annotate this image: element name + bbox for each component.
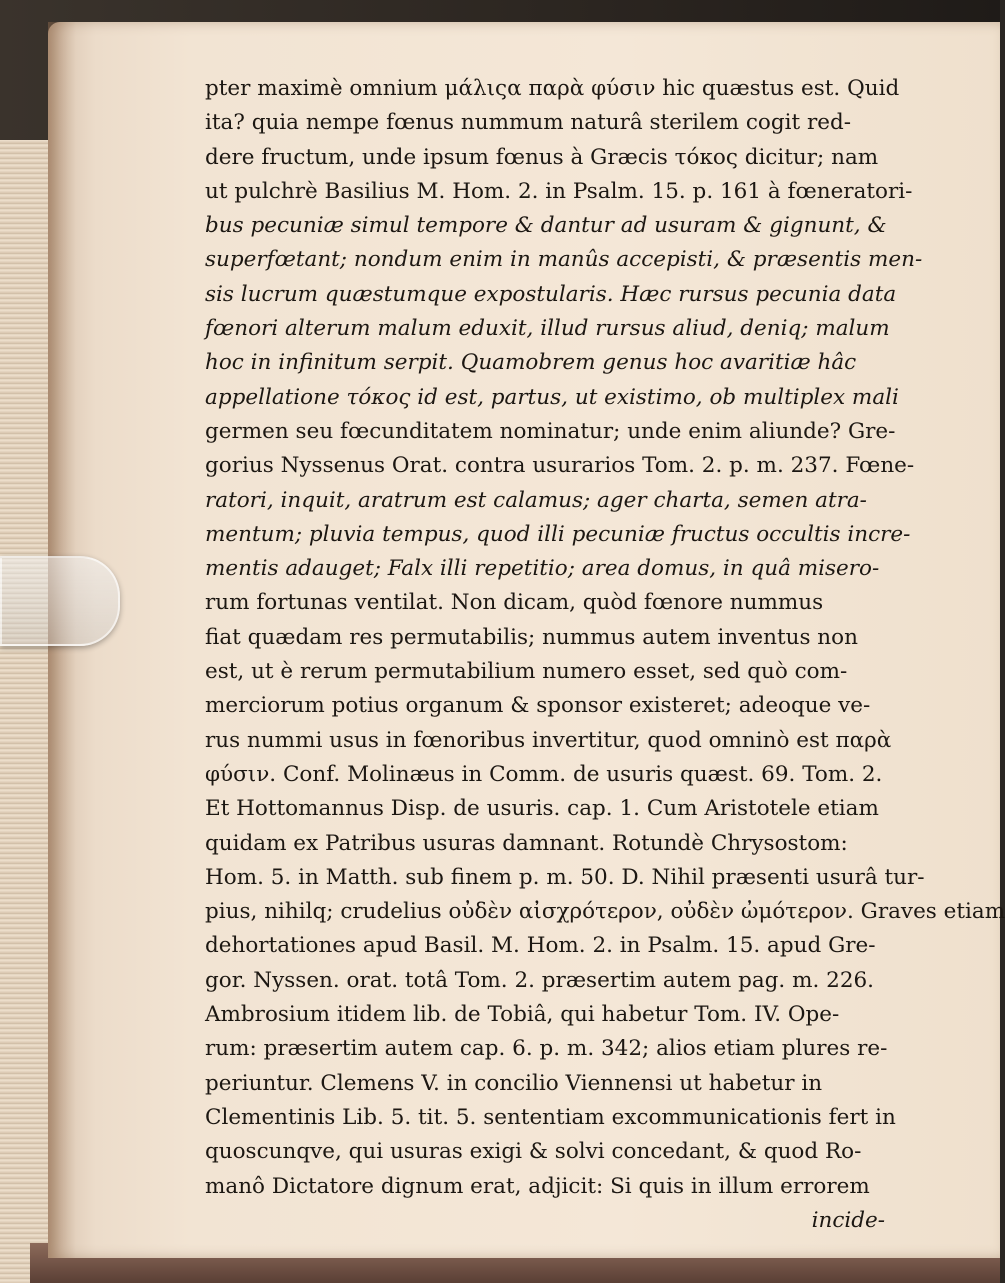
page-text-block <box>205 72 1005 1238</box>
text-line: superfœtant; nondum enim in manûs accepisti, & præsentis men- <box>205 247 923 273</box>
text-line: Et Hottomannus Disp. de usuris. cap. 1. Cum Aristotele etiam <box>205 796 879 822</box>
text-line: Clementinis Lib. 5. tit. 5. sententiam excommunicationis fert in <box>205 1104 896 1130</box>
text-line: gor. Nyssen. orat. totâ Tom. 2. præsertim autem pag. m. 226. <box>205 967 875 993</box>
text-line: fœnori alterum malum eduxit, illud rursus aliud, deniq; malum <box>205 316 890 342</box>
text-line: sis lucrum quæstumque expostularis. Hæc rursus pecunia data <box>205 281 897 307</box>
text-line: manô Dictatore dignum erat, adjicit: Si quis in illum errorem <box>205 1173 870 1199</box>
text-line: dere fructum, unde ipsum fœnus à Græcis τόκος dicitur; nam <box>205 144 879 170</box>
catchword-line <box>205 1204 885 1238</box>
text-line: gorius Nyssenus Orat. contra usurarios Tom. 2. p. m. 237. Fœne- <box>205 453 915 479</box>
text-line: pter maximè omnium μάλιςα παρὰ φύσιν hic quæstus est. Quid <box>205 76 900 101</box>
text-line: est, ut è rerum permutabilium numero esset, sed quò com- <box>205 659 848 685</box>
text-line: Hom. 5. in Matth. sub finem p. m. 50. D. Nihil præsenti usurâ tur- <box>205 864 925 890</box>
text-line: φύσιν. Conf. Molinæus in Comm. de usuris quæst. 69. Tom. 2. <box>205 761 883 787</box>
text-line: bus pecuniæ simul tempore & dantur ad usuram & gignunt, & <box>205 213 887 239</box>
text-line: mentum; pluvia tempus, quod illi pecuniæ fructus occultis incre- <box>205 521 911 547</box>
catchword: incide- <box>811 1207 885 1233</box>
text-line: Ambrosium itidem lib. de Tobiâ, qui habetur Tom. IV. Ope- <box>205 1002 840 1028</box>
text-line: appellatione τόκος id est, partus, ut existimo, ob multiplex mali <box>205 384 899 410</box>
text-line: quidam ex Patribus usuras damnant. Rotundè Chrysostom: <box>205 830 848 856</box>
text-line: mentis adauget; Falx illi repetitio; area domus, in quâ misero- <box>205 556 880 582</box>
text-line: dehortationes apud Basil. M. Hom. 2. in Psalm. 15. apud Gre- <box>205 933 876 959</box>
text-line: ut pulchrè Basilius M. Hom. 2. in Psalm. 15. p. 161 à fœneratori- <box>205 178 913 204</box>
text-line: quoscunqve, qui usuras exigi & solvi concedant, & quod Ro- <box>205 1139 862 1165</box>
text-line: merciorum potius organum & sponsor existeret; adeoque ve- <box>205 693 871 719</box>
text-line: rum: præsertim autem cap. 6. p. m. 342; alios etiam plures re- <box>205 1036 888 1062</box>
text-line: germen seu fœcunditatem nominatur; unde enim aliunde? Gre- <box>205 418 896 444</box>
text-line: periuntur. Clemens V. in concilio Viennensi ut habetur in <box>205 1070 823 1096</box>
text-line: fiat quædam res permutabilis; nummus autem inventus non <box>205 624 858 650</box>
text-line: hoc in infinitum serpit. Quamobrem genus hoc avaritiæ hâc <box>205 350 857 376</box>
text-line: rum fortunas ventilat. Non dicam, quòd fœnore nummus <box>205 590 824 616</box>
text-line: rus nummi usus in fœnoribus invertitur, quod omninò est παρὰ <box>205 727 892 753</box>
text-line: ratori, inquit, aratrum est calamus; ager charta, semen atra- <box>205 487 867 513</box>
plastic-page-clip <box>0 556 120 646</box>
text-line: pius, nihilq; crudelius οὐδὲν αἰσχρότερον, οὐδὲν ὠμότερον. Graves etiam <box>205 899 1005 925</box>
text-line: ita? quia nempe fœnus nummum naturâ sterilem cogit red- <box>205 110 852 136</box>
